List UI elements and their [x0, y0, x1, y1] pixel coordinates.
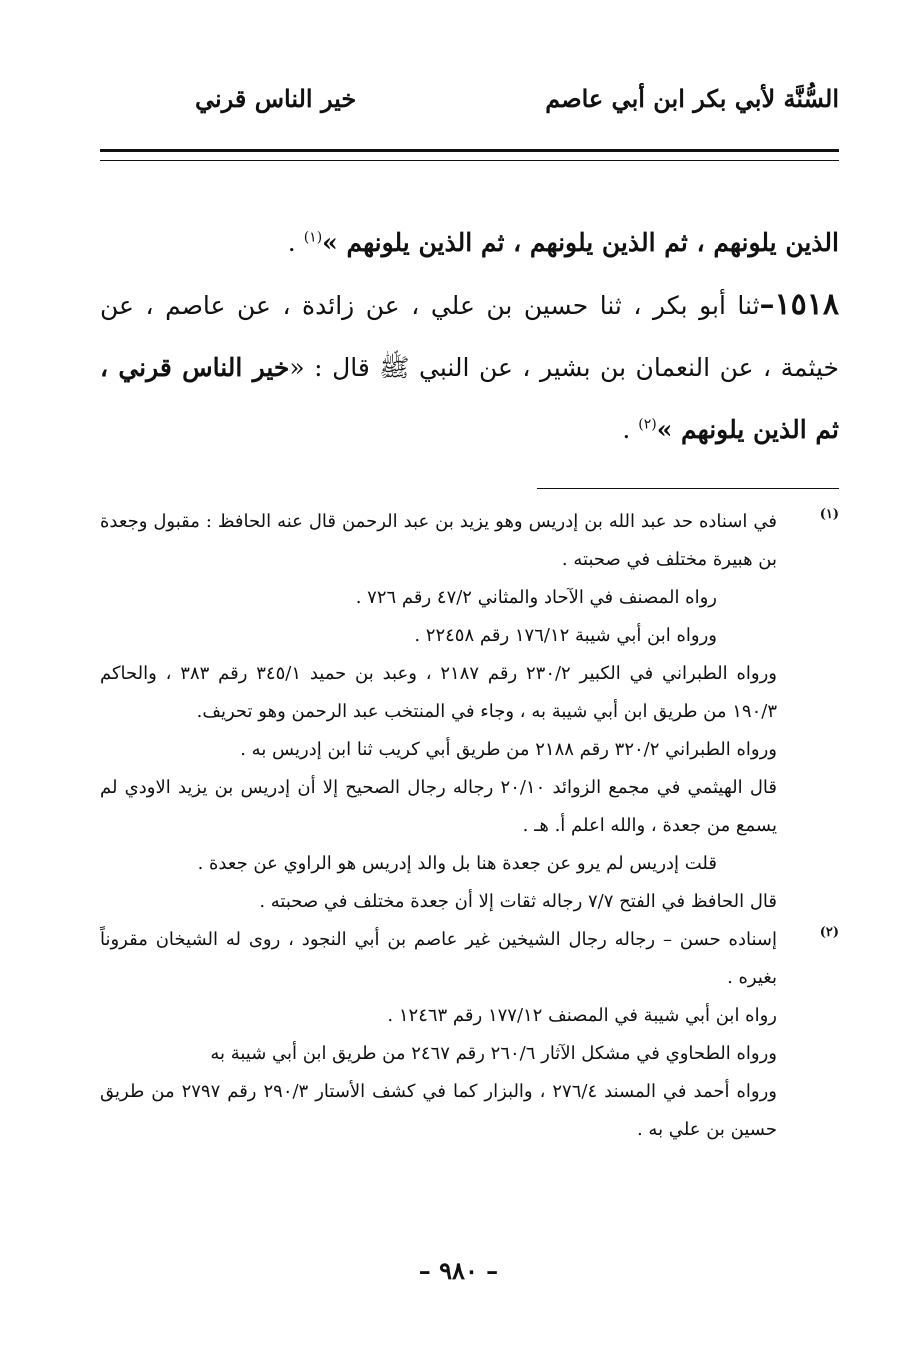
hadith-end: .	[622, 415, 639, 444]
footnote-ref-1: (١)	[303, 229, 323, 246]
continuation-text: الذين يلونهم ، ثم الذين يلونهم ، ثم الذين يلونهم »	[322, 228, 839, 257]
hadith-paragraph	[100, 274, 839, 461]
hadith-matn: خير الناس قرني ، ثم الذين يلونهم »	[100, 353, 839, 444]
footnote-line: ورواه أحمد في المسند ٢٧٦/٤ ، والبزار كما في كشف الأستار ٢٩٠/٣ رقم ٢٧٩٧ من طريق حسين بن علي به .	[100, 1081, 777, 1140]
footnote-mark: (١)	[819, 507, 839, 522]
footnote-line: في اسناده حد عبد الله بن إدريس وهو يزيد بن عبد الرحمن قال عنه الحافظ : مقبول وجعدة بن هبيرة مختلف في صحبته .	[100, 511, 777, 570]
page-number: – ٩٨٠ –	[418, 1256, 499, 1285]
hadith-number: ١٥١٨–	[759, 287, 839, 322]
footnote-line: ورواه الطبراني ٣٢٠/٢ رقم ٢١٨٨ من طريق أبي كريب ثنا ابن إدريس به .	[240, 739, 777, 760]
footnotes	[100, 503, 839, 1149]
footnote-line: قال الحافظ في الفتح ٧/٧ رجاله ثقات إلا أن جعدة مختلف في صحبته .	[259, 891, 777, 912]
footnote-line: رواه المصنف في الآحاد والمثاني ٤٧/٢ رقم ٧٢٦ .	[355, 587, 717, 608]
header-rule-thin	[100, 160, 839, 161]
footnote-2	[100, 921, 839, 1149]
footnote-line: قال الهيثمي في مجمع الزوائد ٢٠/١٠ رجاله رجال الصحيح إلا أن إدريس بن يزيد الاودي لم يسمع من جعدة ، والله اعلم أ. هـ .	[100, 777, 777, 836]
footnote-separator	[537, 488, 839, 489]
footnote-line: قلت إدريس لم يرو عن جعدة هنا بل والد إدريس هو الراوي عن جعدة .	[197, 853, 717, 874]
continuation-line	[100, 212, 839, 274]
main-text	[100, 212, 839, 461]
footnote-line: رواه ابن أبي شيبة في المصنف ١٧٧/١٢ رقم ١٢٤٦٣ .	[387, 1005, 777, 1026]
footnote-mark: (٢)	[819, 925, 839, 940]
footnote-line: ورواه الطبراني في الكبير ٢٣٠/٢ رقم ٢١٨٧ ، وعبد بن حميد ٣٤٥/١ رقم ٣٨٣ ، والحاكم ١٩٠/٣ من طريق ابن أبي شيبة به ، وجاء في المنتخب عبد الرحمن وهو تحريف.	[100, 663, 777, 722]
running-header	[100, 78, 839, 128]
footnote-ref-2: (٢)	[638, 416, 657, 433]
chapter-title: خير الناس قرني	[195, 84, 357, 113]
header-rule-thick	[100, 149, 839, 152]
footnote-line: ورواه الطحاوي في مشكل الآثار ٢٦٠/٦ رقم ٢٤٦٧ من طريق ابن أبي شيبة به	[210, 1043, 777, 1064]
footnote-line: إسناده حسن – رجاله رجال الشيخين غير عاصم بن أبي النجود ، روى له الشيخان مقروناً بغيره .	[100, 929, 777, 988]
book-title: السُّنَّة لأبي بكر ابن أبي عاصم	[545, 84, 839, 113]
footnote-1	[100, 503, 839, 921]
hadith-isnad: ثنا أبو بكر ، ثنا حسين بن علي ، عن زائدة ، عن عاصم ، عن خيثمة ، عن النعمان بن بشير ، عن النبي ﷺ قال : «	[100, 291, 839, 382]
footnote-line: ورواه ابن أبي شيبة ١٧٦/١٢ رقم ٢٢٤٥٨ .	[414, 625, 717, 646]
continuation-end: .	[287, 228, 304, 257]
